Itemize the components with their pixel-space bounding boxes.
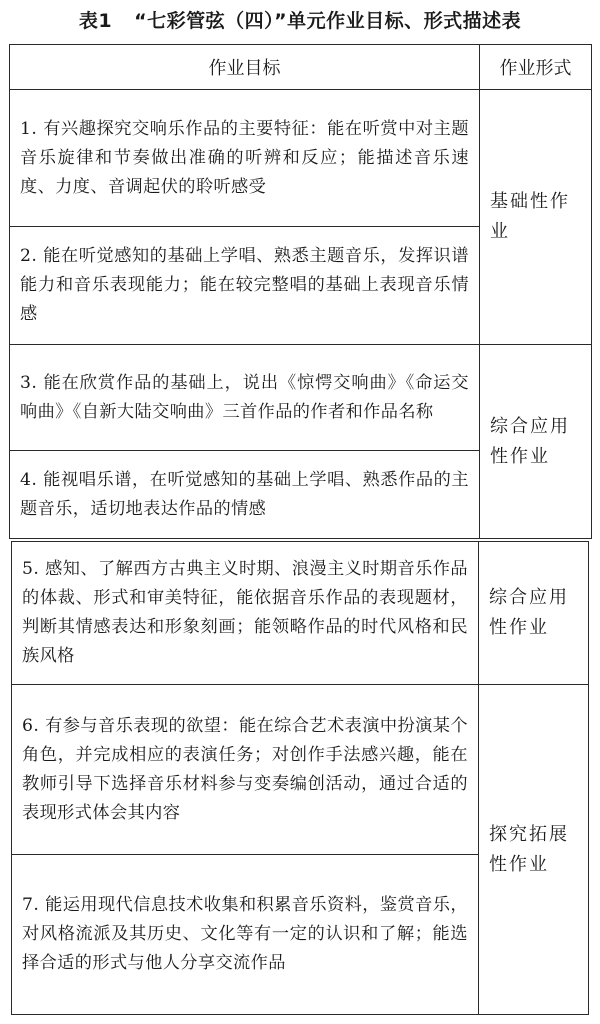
goal-cell-2: 2. 能在听觉感知的基础上学唱、熟悉主题音乐，发挥识谱能力和音乐表现能力；能在较完整唱的基础上表现音乐情感	[10, 227, 480, 345]
goal-cell-4: 4. 能视唱乐谱，在听觉感知的基础上学唱、熟悉作品的主题音乐，适切地表达作品的情感	[10, 451, 480, 539]
goal-cell-6: 6. 有参与音乐表现的欲望：能在综合艺术表演中扮演某个角色，并完成相应的表演任务；对创作手法感兴趣，能在教师引导下选择音乐材料参与变奏编创活动，通过合适的表现形式体会其内容	[12, 685, 479, 855]
goal-cell-7: 7. 能运用现代信息技术收集和积累音乐资料，鉴赏音乐，对风格流派及其历史、文化等有一定的认识和了解；能选择合适的形式与他人分享交流作品	[12, 855, 479, 1015]
header-goal: 作业目标	[10, 45, 480, 90]
goal-cell-1: 1. 有兴趣探究交响乐作品的主要特征：能在听赏中对主题音乐旋律和节奏做出准确的听辨和反应；能描述音乐速度、力度、音调起伏的聆听感受	[10, 90, 480, 227]
table-row	[10, 90, 592, 227]
table-title: “七彩管弦（四）”单元作业目标、形式描述表	[134, 10, 522, 32]
form-cell-comprehensive-1: 综合应用性作业	[480, 345, 592, 539]
form-cell-exploratory: 探究拓展性作业	[479, 685, 589, 1015]
form-cell-basic: 基础性作业	[480, 90, 592, 345]
table-row	[12, 685, 589, 855]
table-caption	[0, 8, 600, 34]
goal-cell-3: 3. 能在欣赏作品的基础上，说出《惊愕交响曲》《命运交响曲》《自新大陆交响曲》三首作品的作者和作品名称	[10, 345, 480, 451]
table-number: 表1	[78, 10, 113, 32]
goals-table-part-2	[11, 541, 589, 1015]
goals-table-part-1	[9, 44, 592, 539]
table-row	[10, 345, 592, 451]
table-row	[12, 542, 589, 685]
goal-cell-5: 5. 感知、了解西方古典主义时期、浪漫主义时期音乐作品的体裁、形式和审美特征，能依据音乐作品的表现题材，判断其情感表达和形象刻画；能领略作品的时代风格和民族风格	[12, 542, 479, 685]
table-header-row	[10, 45, 592, 90]
form-cell-comprehensive-2: 综合应用性作业	[479, 542, 589, 685]
header-form: 作业形式	[480, 45, 592, 90]
